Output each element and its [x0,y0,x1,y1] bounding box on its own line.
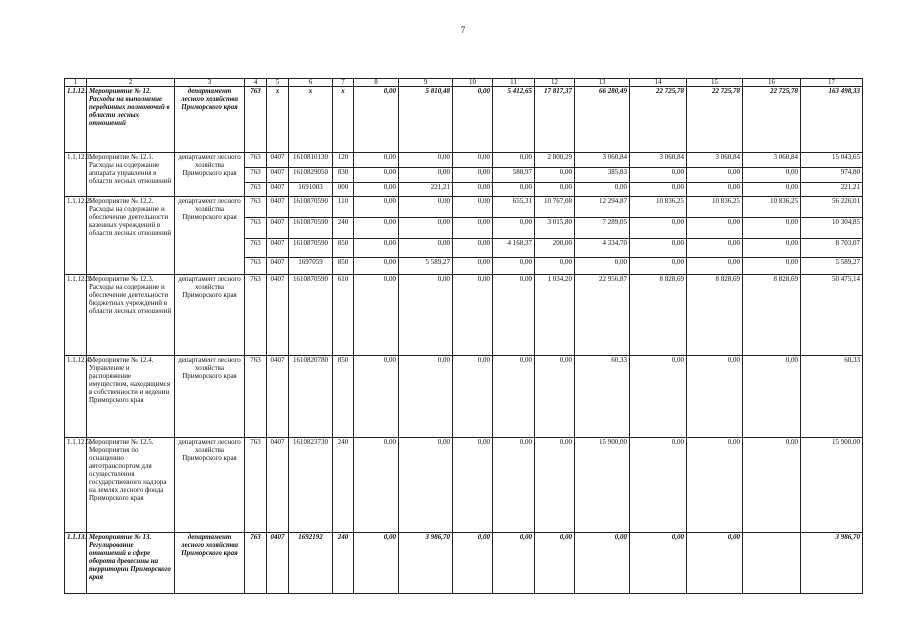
measure-name: Мероприятие № 12.2. Расходы на содержание и обеспечение деятельности казенных учреждений в области лесных отношений [87,197,175,275]
cell: 763 [245,153,267,168]
cell: 221,21 [801,183,863,197]
cell: 0,00 [630,239,687,258]
column-number: 6 [289,79,333,87]
cell: 655,31 [493,197,535,218]
row-code: 1.1.12. [65,87,87,153]
department: департамент лесного хозяйства Приморского края [175,438,245,533]
cell: 4 334,70 [575,239,630,258]
cell: 5 810,48 [399,87,453,153]
cell: 200,00 [535,239,575,258]
cell: 0,00 [399,168,453,183]
cell: 0407 [267,356,289,438]
cell: 0,00 [399,438,453,533]
cell: 850 [333,356,354,438]
cell: 0,00 [743,356,801,438]
cell: 0,00 [354,218,399,239]
cell: 10 304,85 [801,218,863,239]
cell: 3 060,84 [575,153,630,168]
cell: 0,00 [453,197,493,218]
row-code: 1.1.12.1. [65,153,87,197]
department: департамент лесного хозяйства Приморского края [175,533,245,594]
cell: 0,00 [687,533,743,594]
column-number: 14 [630,79,687,87]
cell: 1610870590 [289,275,333,356]
cell: 0,00 [493,258,535,275]
row-code: 1.1.12.3. [65,275,87,356]
cell: 0,00 [354,275,399,356]
cell: 0,00 [535,258,575,275]
cell: 0407 [267,168,289,183]
cell: 0,00 [493,356,535,438]
cell: 0,00 [575,533,630,594]
table-row [65,87,863,153]
cell: 763 [245,239,267,258]
cell: 0,00 [354,168,399,183]
cell: 8 828,69 [630,275,687,356]
cell: 385,83 [575,168,630,183]
cell: 0,00 [630,258,687,275]
row-code: 1.1.13. [65,533,87,594]
column-number: 5 [267,79,289,87]
cell: 0,00 [687,356,743,438]
cell: 10 836,25 [743,197,801,218]
cell: 0,00 [399,356,453,438]
cell: 0,00 [535,438,575,533]
cell: 1610820780 [289,356,333,438]
column-number: 13 [575,79,630,87]
cell: х [333,87,354,153]
cell: 15 043,65 [801,153,863,168]
cell: 763 [245,168,267,183]
cell: 120 [333,153,354,168]
cell: 0,00 [453,258,493,275]
department: департамент лесного хозяйства Приморского края [175,356,245,438]
cell: 588,97 [493,168,535,183]
cell [743,533,801,594]
cell: 1610823730 [289,438,333,533]
cell: 0,00 [354,258,399,275]
budget-table [64,78,863,594]
row-code: 1.1.12.5. [65,438,87,533]
cell: 0,00 [493,533,535,594]
table-row [65,438,863,533]
cell: 8 703,07 [801,239,863,258]
column-number: 8 [354,79,399,87]
cell: 3 060,84 [743,153,801,168]
cell: 0,00 [354,438,399,533]
cell: 221,21 [399,183,453,197]
cell: 0,00 [630,356,687,438]
column-number: 10 [453,79,493,87]
cell: 0,00 [630,168,687,183]
cell: 0,00 [630,533,687,594]
cell: 0,00 [399,239,453,258]
cell: 0407 [267,438,289,533]
cell: 0,00 [687,218,743,239]
measure-name: Мероприятие № 12.5. Мероприятия по оснащению автотранспортом для осуществления государственного надзора на землях лесного фонда Приморского края [87,438,175,533]
cell: 0,00 [687,168,743,183]
cell: 3 986,70 [801,533,863,594]
cell: 5 412,65 [493,87,535,153]
measure-name: Мероприятие № 13. Регулирование отношений в сфере оборота древесины на территории Приморского края [87,533,175,594]
cell: 830 [333,168,354,183]
cell: 0,00 [535,356,575,438]
cell: 0,00 [453,168,493,183]
column-number: 9 [399,79,453,87]
department: департамент лесного хозяйства Приморского края [175,87,245,153]
cell: 22 725,78 [743,87,801,153]
cell: 0,00 [453,183,493,197]
cell: 0,00 [354,356,399,438]
cell: 0,00 [535,533,575,594]
cell: 3 060,84 [630,153,687,168]
cell: 0,00 [493,275,535,356]
page-number: 7 [460,25,466,35]
cell: 0,00 [493,153,535,168]
cell: х [289,87,333,153]
measure-name: Мероприятие № 12.4. Управление и распоряжение имуществом, находящимся в собственности и ведении Приморского края [87,356,175,438]
cell: 1610870590 [289,218,333,239]
cell: 22 725,78 [687,87,743,153]
cell: 1697059 [289,258,333,275]
cell: 1610810130 [289,153,333,168]
cell: 0,00 [743,183,801,197]
column-number: 1 [65,79,87,87]
cell: 1691003 [289,183,333,197]
cell: 0,00 [399,153,453,168]
cell: 22 956,87 [575,275,630,356]
cell: 0,00 [535,183,575,197]
measure-name: Мероприятие № 12.3. Расходы на содержание и обеспечение деятельности бюджетных учреждений в области лесных отношений [87,275,175,356]
cell: 15 900,00 [801,438,863,533]
cell: 0,00 [354,153,399,168]
table-row [65,275,863,356]
cell: 1 034,20 [535,275,575,356]
cell: 3 060,84 [687,153,743,168]
measure-name: Мероприятие № 12.1. Расходы на содержание аппарата управления в области лесных отношений [87,153,175,197]
cell: 15 900,00 [575,438,630,533]
column-number: 16 [743,79,801,87]
cell: 0,00 [453,356,493,438]
cell: 0,00 [453,533,493,594]
cell: 163 498,33 [801,87,863,153]
cell: 763 [245,438,267,533]
cell: 0,00 [630,218,687,239]
cell: 10 836,25 [630,197,687,218]
cell: 110 [333,197,354,218]
column-number: 4 [245,79,267,87]
cell: 0,00 [399,218,453,239]
department: департамент лесного хозяйства Приморского края [175,153,245,197]
cell: 56 226,01 [801,197,863,218]
cell: 1610870590 [289,197,333,218]
cell: 0,00 [493,218,535,239]
cell: 0,00 [453,218,493,239]
column-number: 3 [175,79,245,87]
department: департамент лесного хозяйства Приморского края [175,275,245,356]
cell: 0,00 [399,275,453,356]
cell: 0,00 [354,87,399,153]
cell: 1692192 [289,533,333,594]
department: департамент лесного хозяйства Приморского края [175,197,245,275]
cell: х [267,87,289,153]
cell: 3 986,70 [399,533,453,594]
cell: 0407 [267,533,289,594]
cell: 0,00 [687,239,743,258]
cell: 0407 [267,275,289,356]
cell: 0,00 [630,183,687,197]
cell: 0,00 [399,197,453,218]
column-number-row [65,79,863,87]
cell: 763 [245,183,267,197]
cell: 763 [245,533,267,594]
cell: 850 [333,239,354,258]
cell: 0,00 [354,183,399,197]
row-code: 1.1.12.4. [65,356,87,438]
cell: 0,00 [575,183,630,197]
cell: 610 [333,275,354,356]
cell: 10 767,08 [535,197,575,218]
cell: 0,00 [453,275,493,356]
cell: 0,00 [687,258,743,275]
cell: 000 [333,183,354,197]
cell: 0,00 [743,438,801,533]
cell: 0,00 [743,258,801,275]
cell: 3 015,80 [535,218,575,239]
cell: 5 589,27 [801,258,863,275]
cell: 0,00 [687,438,743,533]
table-row [65,197,863,218]
cell: 0,00 [354,197,399,218]
cell: 0,00 [493,438,535,533]
cell: 0407 [267,218,289,239]
cell: 0,00 [453,153,493,168]
row-code: 1.1.12.2. [65,197,87,275]
cell: 8 828,69 [687,275,743,356]
cell: 66 280,49 [575,87,630,153]
cell: 763 [245,258,267,275]
cell: 0407 [267,153,289,168]
column-number: 11 [493,79,535,87]
column-number: 7 [333,79,354,87]
cell: 240 [333,533,354,594]
column-number: 12 [535,79,575,87]
cell: 850 [333,258,354,275]
cell: 0,00 [743,218,801,239]
measure-name: Мероприятие № 12. Расходы на выполнение переданных полномочий в области лесных отношений [87,87,175,153]
cell: 240 [333,438,354,533]
cell: 0407 [267,258,289,275]
cell: 763 [245,218,267,239]
table-row [65,533,863,594]
table-row [65,356,863,438]
cell: 0,00 [630,438,687,533]
cell: 8 828,69 [743,275,801,356]
cell: 0,00 [535,168,575,183]
cell: 0,00 [354,533,399,594]
cell: 0,00 [575,258,630,275]
cell: 12 294,87 [575,197,630,218]
cell: 0,00 [354,239,399,258]
cell: 22 725,78 [630,87,687,153]
cell: 763 [245,356,267,438]
cell: 2 800,29 [535,153,575,168]
cell: 0,00 [687,183,743,197]
cell: 5 589,27 [399,258,453,275]
cell: 0,00 [743,168,801,183]
cell: 0,00 [453,87,493,153]
cell: 1610829050 [289,168,333,183]
cell: 0,00 [493,183,535,197]
cell: 60,33 [575,356,630,438]
column-number: 15 [687,79,743,87]
column-number: 17 [801,79,863,87]
cell: 60,33 [801,356,863,438]
cell: 0407 [267,183,289,197]
cell: 0,00 [453,438,493,533]
cell: 763 [245,87,267,153]
cell: 0407 [267,197,289,218]
cell: 974,80 [801,168,863,183]
cell: 10 836,25 [687,197,743,218]
cell: 0407 [267,239,289,258]
column-number: 2 [87,79,175,87]
cell: 763 [245,197,267,218]
cell: 7 289,05 [575,218,630,239]
cell: 0,00 [453,239,493,258]
cell: 240 [333,218,354,239]
cell: 17 817,37 [535,87,575,153]
cell: 1610870590 [289,239,333,258]
table-row [65,153,863,168]
cell: 50 475,14 [801,275,863,356]
cell: 0,00 [743,239,801,258]
cell: 763 [245,275,267,356]
cell: 4 168,37 [493,239,535,258]
